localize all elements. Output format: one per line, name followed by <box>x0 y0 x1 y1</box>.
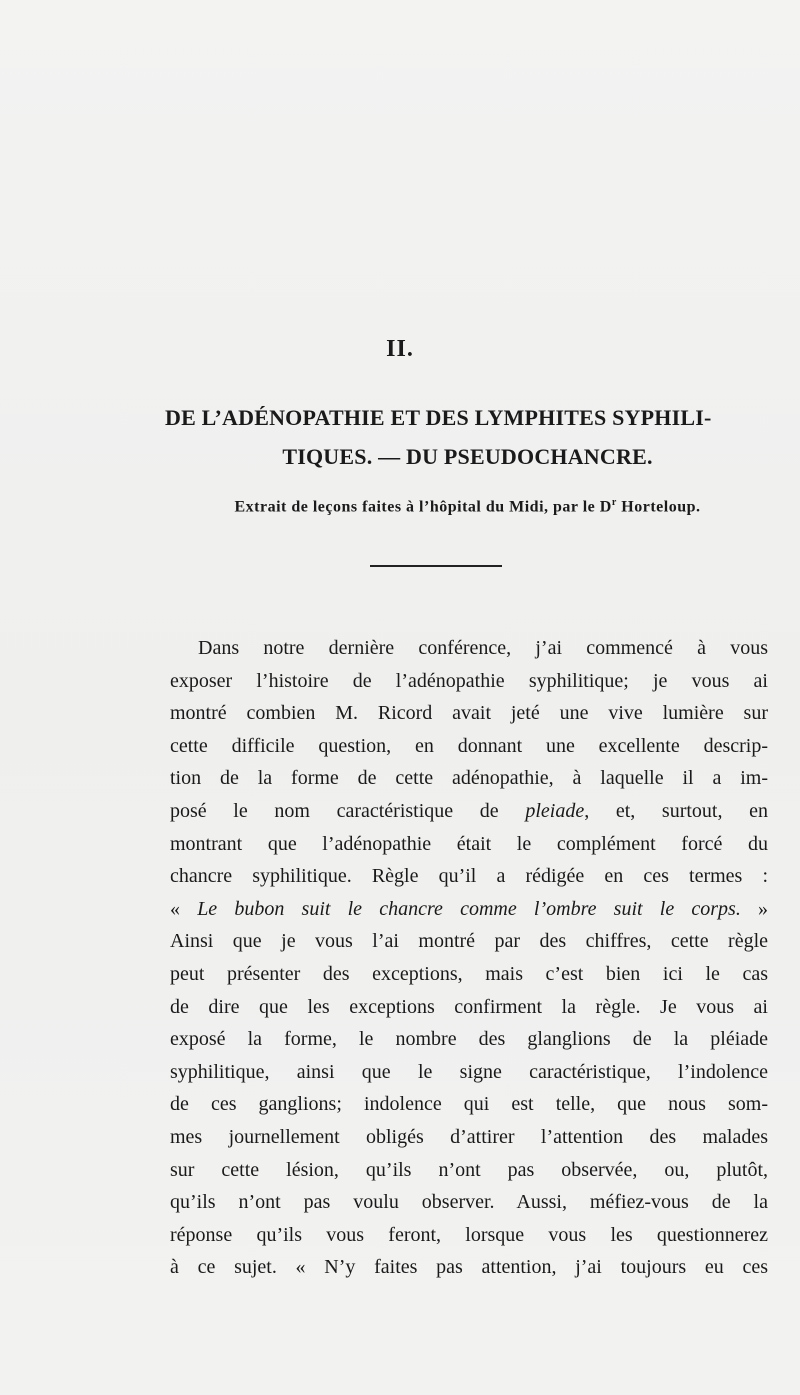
text-run: « <box>170 897 198 920</box>
subtitle-superscript: r <box>611 497 617 508</box>
text-line: montrant que l’adénopathie était le complément forcé du <box>170 832 768 855</box>
text-line <box>170 893 768 926</box>
chapter-title <box>165 398 770 476</box>
text-line: Dans notre dernière conférence, j’ai commencé à vous <box>198 637 768 659</box>
chapter-title-line-2: TIQUES. — DU PSEUDOCHANCRE. <box>282 444 653 469</box>
section-number: II. <box>386 336 414 362</box>
text-line: sur cette lésion, qu’ils n’ont pas observée, ou, plutôt, <box>170 1158 768 1181</box>
italic-text-run: Le bubon suit le chancre comme l’ombre suit le corps. <box>197 897 741 920</box>
text-line: chancre syphilitique. Règle qu’il a rédigée en ces termes : <box>170 865 768 888</box>
text-line: exposer l’histoire de l’adénopathie syphilitique; je vous ai <box>170 669 768 692</box>
chapter-title-line-1: DE L’ADÉNOPATHIE ET DES LYMPHITES SYPHILI- <box>165 405 712 430</box>
text-line: Ainsi que je vous l’ai montré par des chiffres, cette règle <box>170 930 768 953</box>
text-line: tion de la forme de cette adénopathie, à laquelle il a im- <box>170 767 768 790</box>
text-run: » <box>740 897 768 920</box>
text-line <box>170 795 768 828</box>
text-line: à ce sujet. « N’y faites pas attention, j’ai toujours eu ces <box>170 1256 768 1279</box>
text-line: montré combien M. Ricord avait jeté une vive lumière sur <box>170 702 768 725</box>
text-run: posé le nom caractéristique de <box>170 799 526 822</box>
text-line: réponse qu’ils vous feront, lorsque vous les questionnerez <box>170 1223 768 1246</box>
text-line: de dire que les exceptions confirment la règle. Je vous ai <box>170 995 768 1018</box>
subtitle-text: Extrait de leçons faites à l’hôpital du Midi, par le D <box>234 498 612 516</box>
text-line: mes journellement obligés d’attirer l’attention des malades <box>170 1125 768 1148</box>
text-line: qu’ils n’ont pas voulu observer. Aussi, méfiez-vous de la <box>170 1191 768 1214</box>
subtitle-author: Horteloup. <box>616 498 701 516</box>
chapter-subtitle <box>165 497 770 516</box>
text-line: de ces ganglions; indolence qui est telle, que nous som- <box>170 1093 768 1116</box>
section-divider <box>370 565 502 567</box>
text-line: exposé la forme, le nombre des glanglions de la pléiade <box>170 1028 768 1051</box>
italic-text-run: pleiade <box>525 799 585 822</box>
body-paragraph <box>170 632 768 1284</box>
text-line: syphilitique, ainsi que le signe caractéristique, l’indolence <box>170 1060 768 1083</box>
text-line: cette difficile question, en donnant une excellente descrip- <box>170 734 768 757</box>
text-run: , et, surtout, en <box>584 799 768 822</box>
text-line: peut présenter des exceptions, mais c’est bien ici le cas <box>170 962 768 985</box>
